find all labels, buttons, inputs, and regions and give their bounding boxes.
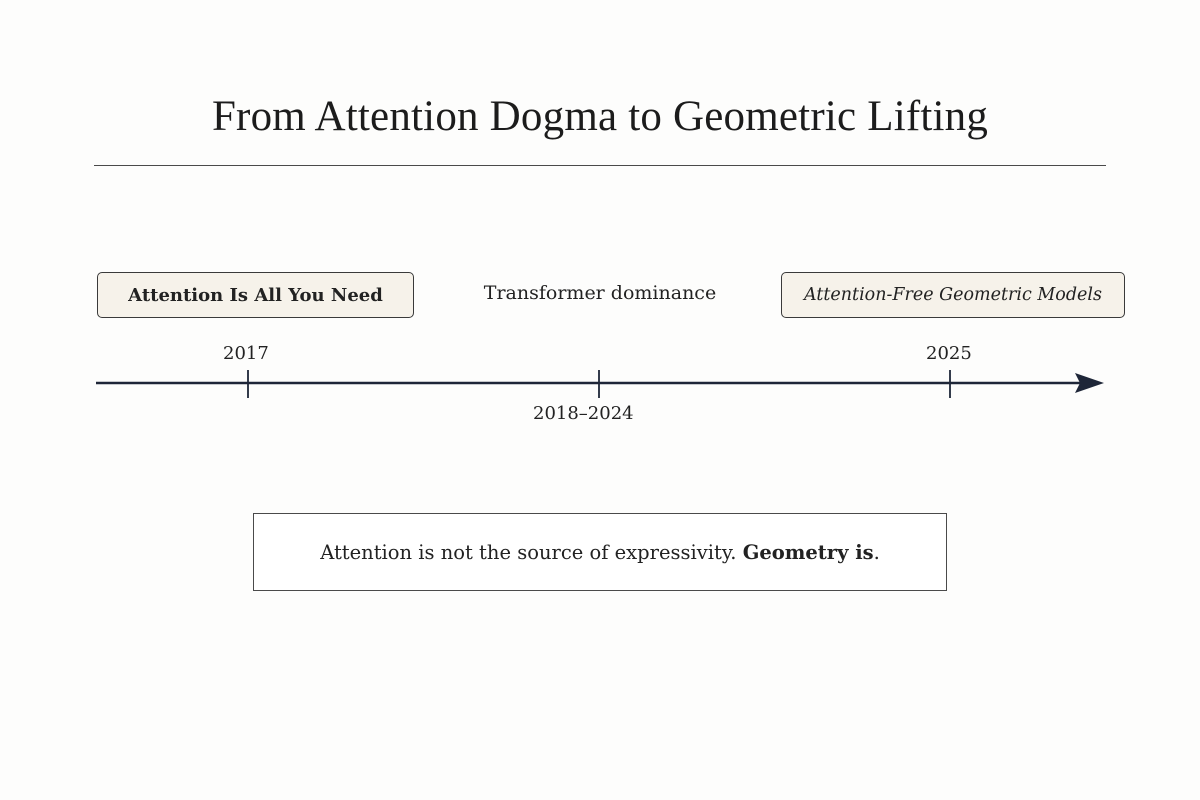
event-label-2017: Attention Is All You Need	[128, 284, 383, 306]
key-statement-box	[253, 513, 947, 591]
year-label-2018-2024: 2018–2024	[533, 403, 634, 424]
statement-emphasis: Geometry is	[742, 540, 874, 564]
year-label-2025: 2025	[926, 343, 972, 364]
event-label-2025: Attention-Free Geometric Models	[804, 285, 1102, 305]
statement-lead: Attention is not the source of expressivity.	[320, 540, 743, 564]
event-label-transformer-era: Transformer dominance	[483, 282, 717, 304]
diagram-title: From Attention Dogma to Geometric Lifting	[211, 93, 989, 140]
year-label-2017: 2017	[223, 343, 269, 364]
statement-tail: .	[873, 540, 880, 564]
